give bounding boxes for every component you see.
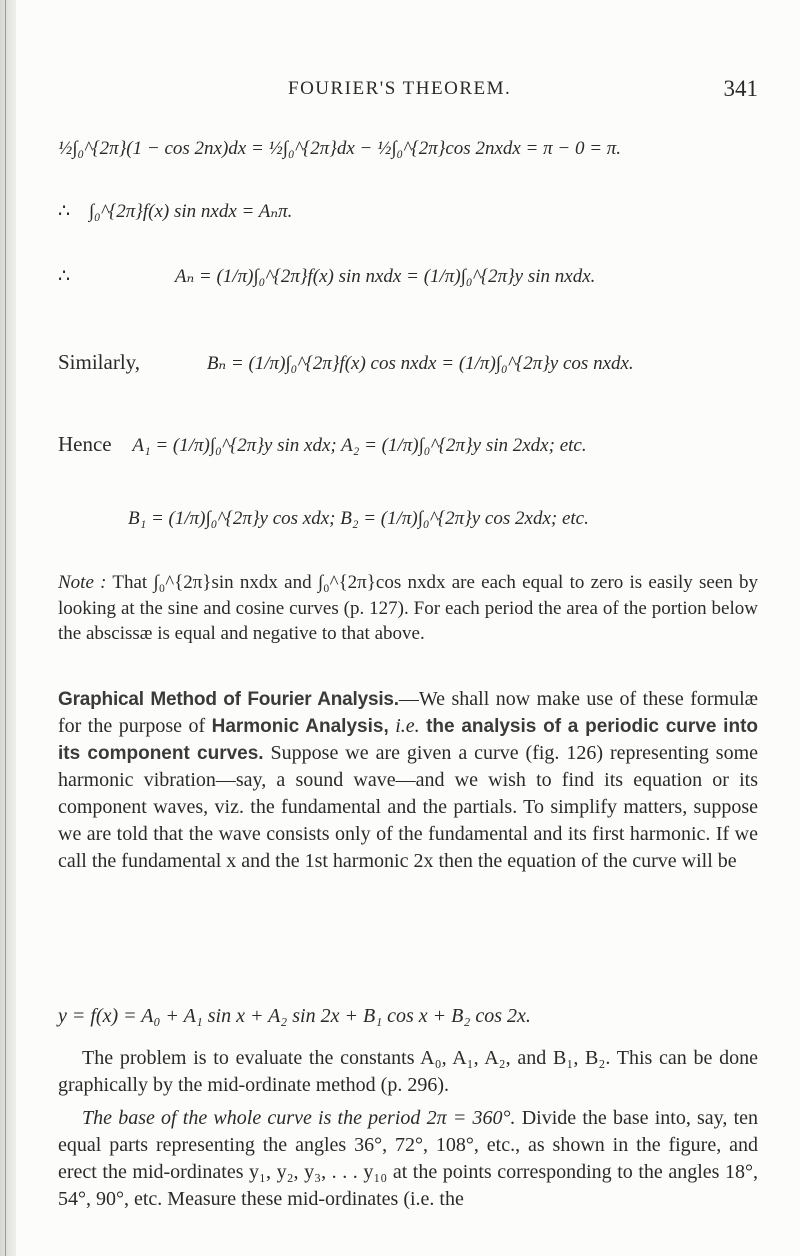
book-binding-edge: [0, 0, 16, 1256]
book-page: [58, 0, 758, 1256]
note-label: Note :: [58, 572, 107, 593]
equation-bn: Similarly, Bₙ = (1/π)∫₀^{2π}f(x) cos nxdx = (1/π)∫₀^{2π}y cos nxdx.: [58, 350, 634, 374]
running-title: FOURIER'S THEOREM.: [288, 78, 512, 99]
section-heading: Graphical Method of Fourier Analysis.: [58, 689, 399, 710]
note-paragraph: [58, 570, 758, 647]
equation-fx-sin: ∴ ∫₀^{2π}f(x) sin nxdx = Aₙπ.: [58, 201, 293, 222]
section-paragraph-method: The base of the whole curve is the period 2π = 360°. Divide the base into, say, ten equal parts representing the angles 36°, 72°, 108°, etc., as shown in the figure, and erect the mid-ordinates y₁, y₂, y₃, . . . y₁₀ at the points corresponding to the angles 18°, 54°, 90°, etc. Measure these mid-ordinates (i.e. the: [58, 1107, 759, 1210]
equation-a1-a2: Hence A₁ = (1/π)∫₀^{2π}y sin xdx; A₂ = (1/π)∫₀^{2π}y sin 2xdx; etc.: [58, 432, 587, 456]
equation-half-integral: ½∫₀^{2π}(1 − cos 2nx)dx = ½∫₀^{2π}dx − ½∫₀^{2π}cos 2nxdx = π − 0 = π.: [58, 138, 622, 159]
page-number: 341: [723, 76, 758, 101]
equation-an: ∴ Aₙ = (1/π)∫₀^{2π}f(x) sin nxdx = (1/π)∫₀^{2π}y sin nxdx.: [58, 266, 596, 287]
curve-equation: y = f(x) = A₀ + A₁ sin x + A₂ sin 2x + B₁ cos x + B₂ cos 2x.: [58, 1005, 531, 1027]
page-header: [58, 78, 758, 108]
note-text: That ∫₀^{2π}sin nxdx and ∫₀^{2π}cos nxdx are each equal to zero is easily seen by looking at the sine and cosine curves (p. 127). For each period the area of the portion below the abscissæ is equal and negative to that above.: [58, 572, 758, 644]
section-paragraph-problem: The problem is to evaluate the constants A₀, A₁, A₂, and B₁, B₂. This can be done graphically by the mid-ordinate method (p. 296).: [58, 1047, 758, 1096]
section-paragraph-intro: Graphical Method of Fourier Analysis.—We shall now make use of these formulæ for the purpose of Harmonic Analysis, i.e. the analysis of a periodic curve into its component curves. Suppose we are given a curve (fig. 126) representing some harmonic vibration—say, a sound wave—and we wish to find its equation or its component waves, viz. the fundamental and the partials. To simplify matters, suppose we are told that the wave consists only of the fundamental and its first harmonic. If we call the fundamental x and the 1st harmonic 2x then the equation of the curve will be: [58, 688, 759, 872]
equation-b1-b2: B₁ = (1/π)∫₀^{2π}y cos xdx; B₂ = (1/π)∫₀^{2π}y cos 2xdx; etc.: [128, 508, 589, 529]
